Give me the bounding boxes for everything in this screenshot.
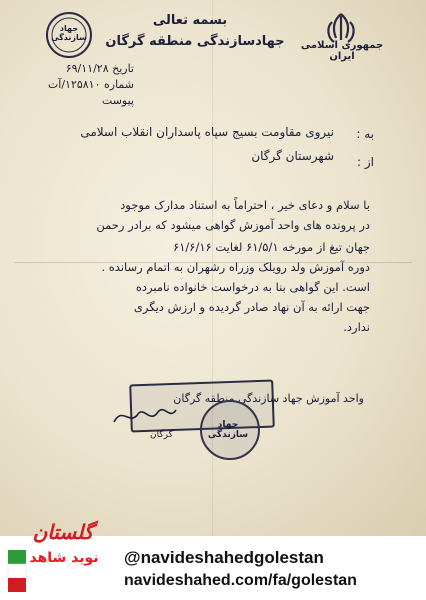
brand-golestan: گلستان: [32, 520, 94, 544]
attachment-field: پیوست: [101, 94, 134, 107]
body-line: در پرونده های واحد آموزش گواهی میشود که برادر رحمن: [96, 218, 370, 232]
round-stamp-text: جهاد سازندگی: [207, 420, 249, 440]
to-label: به :: [356, 127, 374, 141]
body-line: است. این گواهی بنا به درخواست خانواده نامبرده: [135, 280, 370, 294]
number-field: شماره ۱۲۵۸۱۰/آت: [47, 78, 134, 91]
from-label: از :: [357, 155, 374, 169]
signature-line: واحد آموزش جهاد سازندگی منطقه گرگان: [173, 392, 364, 405]
brand-footer: [0, 536, 426, 600]
date-field: تاریخ ۶۹/۱۱/۲۸: [65, 62, 134, 75]
government-name: جمهوری اسلامی ایران: [300, 40, 384, 62]
logo-caption: جهاد سازندگی: [51, 24, 87, 42]
organization-title: جهادسازندگی منطقه گرگان: [105, 34, 285, 49]
body-line: دوره آموزش ولد رویلک وزراه رشهران به اتمام رسانده .: [101, 260, 370, 274]
social-handle: @navideshahedgolestan: [124, 548, 324, 567]
to-recipient: نیروی مقاومت بسیج سپاه پاسداران انقلاب اسلامی: [80, 125, 334, 139]
website-url: navideshahed.com/fa/golestan: [124, 572, 357, 589]
body-line: ندارد.: [343, 320, 370, 334]
brand-navid-shahed: نوید شاهد: [29, 550, 99, 566]
from-sender: شهرستان گرگان: [251, 149, 334, 163]
stamp-subtext: گرگان: [150, 430, 173, 440]
body-line: جهان تیغ از مورخه ۶۱/۵/۱ لغایت ۶۱/۶/۱۶: [173, 240, 370, 254]
handwritten-signature-icon: [110, 400, 180, 430]
basmala-title: بسمه تعالی: [152, 13, 228, 28]
body-line: جهت ارائه به آن نهاد صادر گردیده و ارزش دیگری: [133, 300, 370, 314]
body-line: با سلام و دعای خیر ، احتراماً به استناد مدارک موجود: [120, 198, 370, 212]
